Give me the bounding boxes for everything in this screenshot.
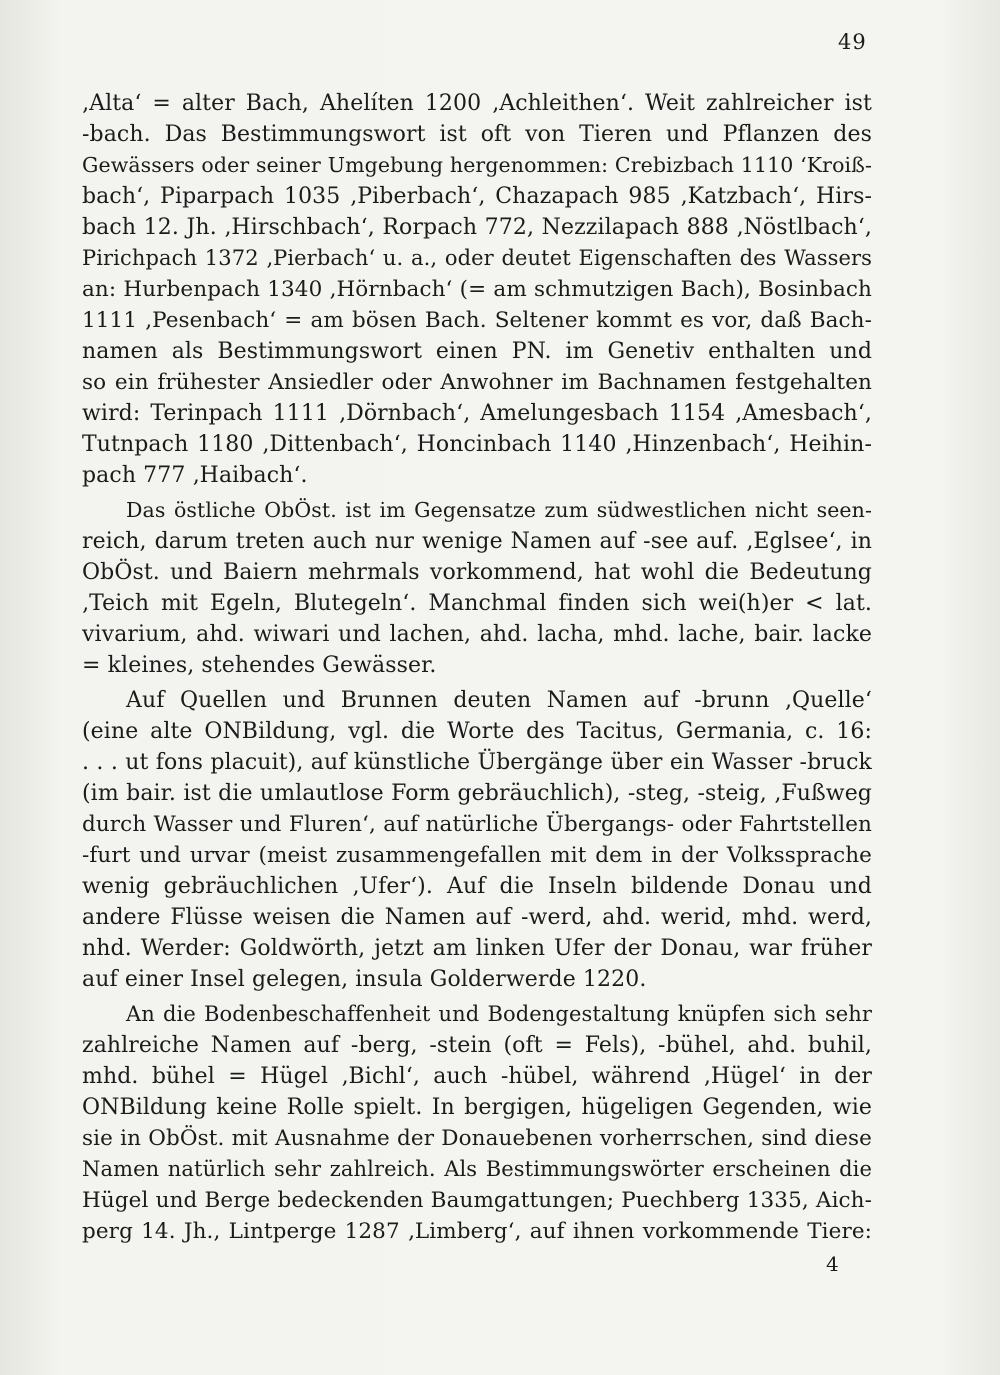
text-line: pach 777 ‚Haibach‘. — [82, 463, 308, 488]
text-line: Auf Quellen und Brunnen deuten Namen auf -brunn ‚Quelle‘ — [126, 688, 872, 713]
text-line: An die Bodenbeschaffenheit und Bodengestaltung knüpfen sich sehr — [126, 1002, 872, 1026]
text-line: ‚Teich mit Egeln, Blutegeln‘. Manchmal finden sich wei(h)er < lat. — [82, 591, 872, 616]
text-line: durch Wasser und Fluren‘, auf natürliche Übergangs- oder Fahrtstellen — [82, 812, 872, 837]
text-line: bach 12. Jh. ‚Hirschbach‘, Rorpach 772, Nezzilapach 888 ‚Nöstlbach‘, — [82, 215, 872, 240]
text-line: an: Hurbenpach 1340 ‚Hörnbach‘ (= am schmutzigen Bach), Bosinbach — [82, 277, 872, 302]
text-line: -bach. Das Bestimmungswort ist oft von Tieren und Pflanzen des — [82, 122, 872, 147]
text-line: Das östliche ObÖst. ist im Gegensatze zum südwestlichen nicht seen- — [126, 498, 872, 522]
text-line: andere Flüsse weisen die Namen auf -werd, ahd. werid, mhd. werd, — [82, 905, 872, 930]
text-line: -furt und urvar (meist zusammengefallen mit dem in der Volkssprache — [82, 843, 872, 868]
text-line: (eine alte ONBildung, vgl. die Worte des Tacitus, Germania, c. 16: — [82, 719, 872, 744]
text-line: mhd. bühel = Hügel ‚Bichl‘, auch -hübel, während ‚Hügel‘ in der — [82, 1064, 872, 1089]
text-line: vivarium, ahd. wiwari und lachen, ahd. lacha, mhd. lache, bair. lacke — [82, 622, 872, 647]
text-line: sie in ObÖst. mit Ausnahme der Donauebenen vorherrschen, sind diese — [82, 1126, 872, 1151]
text-line: reich, darum treten auch nur wenige Namen auf -see auf. ‚Eglsee‘, in — [82, 529, 872, 554]
text-line: auf einer Insel gelegen, insula Golderwerde 1220. — [82, 967, 647, 992]
text-line: Namen natürlich sehr zahlreich. Als Bestimmungswörter erscheinen die — [82, 1157, 872, 1181]
signature-mark: 4 — [826, 1252, 839, 1276]
text-line: zahlreiche Namen auf -berg, -stein (oft = Fels), -bühel, ahd. buhil, — [82, 1033, 872, 1058]
text-line: namen als Bestimmungswort einen PN. im Genetiv enthalten und — [82, 339, 872, 364]
text-line: ‚Alta‘ = alter Bach, Ahelíten 1200 ‚Achleithen‘. Weit zahlreicher ist — [82, 91, 872, 116]
text-line: Pirichpach 1372 ‚Pierbach‘ u. a., oder deutet Eigenschaften des Wassers — [82, 246, 872, 270]
text-line: 1111 ‚Pesenbach‘ = am bösen Bach. Seltener kommt es vor, daß Bach- — [82, 308, 872, 333]
text-line: = kleines, stehendes Gewässer. — [82, 653, 437, 678]
text-line: nhd. Werder: Goldwörth, jetzt am linken Ufer der Donau, war früher — [82, 936, 872, 961]
text-line: . . . ut fons placuit), auf künstliche Übergänge über ein Wasser -bruck — [82, 750, 872, 775]
text-line: ONBildung keine Rolle spielt. In bergigen, hügeligen Gegenden, wie — [82, 1095, 872, 1120]
text-line: Hügel und Berge bedeckenden Baumgattungen; Puechberg 1335, Aich- — [82, 1188, 872, 1213]
text-line: perg 14. Jh., Lintperge 1287 ‚Limberg‘, auf ihnen vorkommende Tiere: — [82, 1219, 872, 1244]
text-line: so ein frühester Ansiedler oder Anwohner im Bachnamen festgehalten — [82, 370, 872, 395]
page-number: 49 — [838, 30, 867, 54]
text-line: Gewässers oder seiner Umgebung hergenommen: Crebizbach 1110 ‘Kroiß- — [82, 153, 872, 177]
text-line: ObÖst. und Baiern mehrmals vorkommend, hat wohl die Bedeutung — [82, 560, 872, 585]
text-line: bach‘, Piparpach 1035 ‚Piberbach‘, Chazapach 985 ‚Katzbach‘, Hirs- — [82, 184, 872, 209]
text-line: wird: Terinpach 1111 ‚Dörnbach‘, Amelungesbach 1154 ‚Amesbach‘, — [82, 401, 872, 426]
body-text — [82, 88, 872, 1247]
text-line: Tutnpach 1180 ‚Dittenbach‘, Honcinbach 1140 ‚Hinzenbach‘, Heihin- — [82, 432, 872, 457]
text-line: wenig gebräuchlichen ‚Ufer‘). Auf die Inseln bildende Donau und — [82, 874, 872, 899]
text-line: (im bair. ist die umlautlose Form gebräuchlich), -steg, -steig, ‚Fußweg — [82, 781, 872, 806]
